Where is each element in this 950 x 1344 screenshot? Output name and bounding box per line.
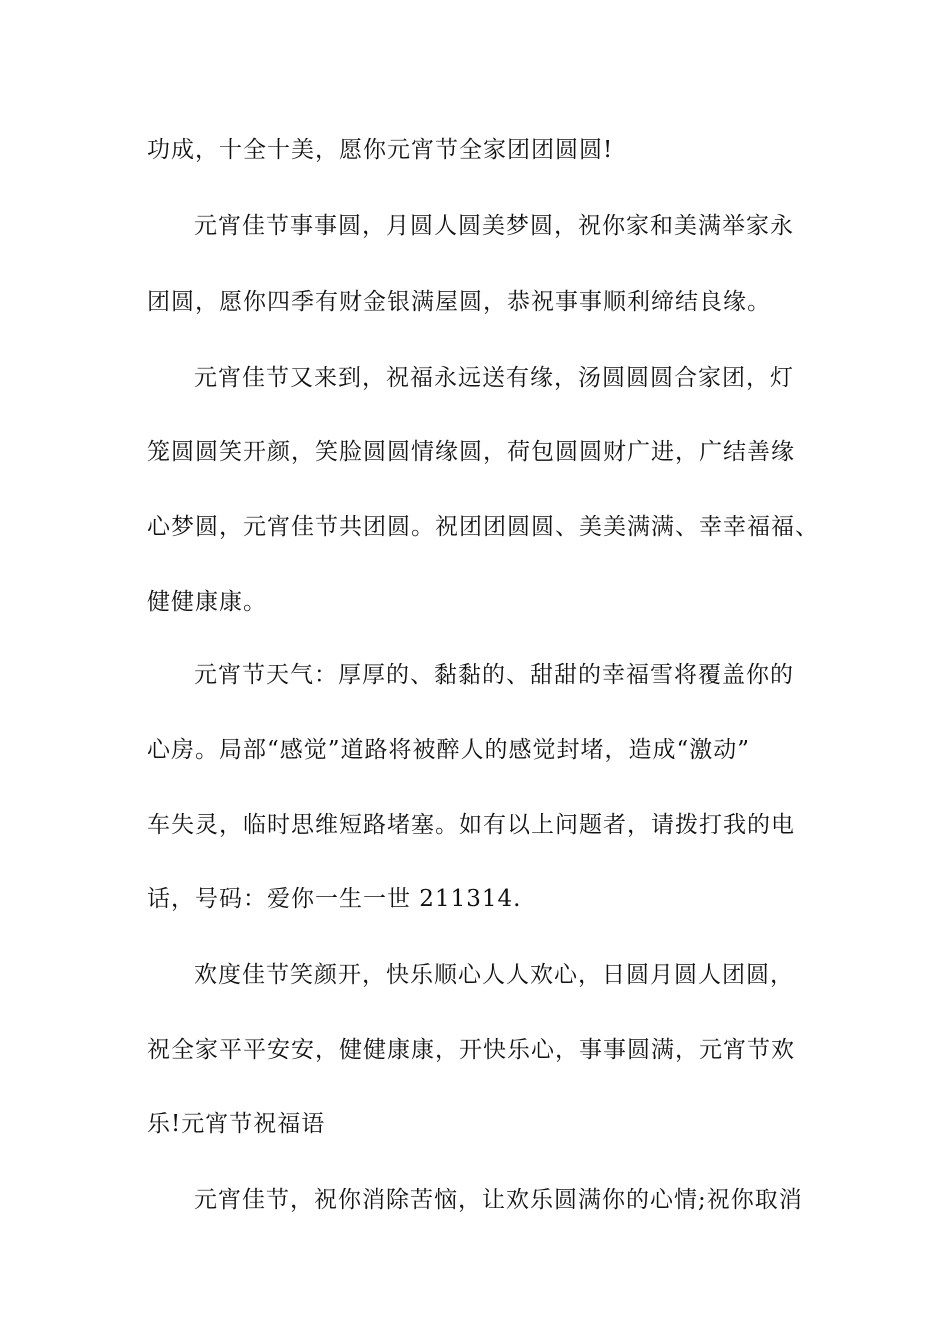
text-line: 心房。局部“感觉”道路将被醉人的感觉封堵，造成“激动” bbox=[147, 737, 751, 763]
text-line: 祝全家平平安安，健健康康，开快乐心，事事圆满，元宵节欢 bbox=[147, 1037, 795, 1063]
text-line: 功成，十全十美，愿你元宵节全家团团圆圆! bbox=[147, 137, 614, 163]
paragraph-start-line: 元宵节天气：厚厚的、黏黏的、甜甜的幸福雪将覆盖你的 bbox=[194, 662, 794, 688]
text-line: 笼圆圆笑开颜，笑脸圆圆情缘圆，荷包圆圆财广进，广结善缘 bbox=[147, 439, 795, 465]
text-line: 健健康康。 bbox=[147, 589, 267, 615]
text-line: 车失灵，临时思维短路堵塞。如有以上问题者，请拨打我的电 bbox=[147, 812, 795, 838]
paragraph-start-line: 元宵佳节事事圆，月圆人圆美梦圆，祝你家和美满举家永 bbox=[194, 213, 794, 239]
text-line: 话，号码：爱你一生一世 211314. bbox=[147, 886, 522, 912]
text-line: 心梦圆，元宵佳节共团圆。祝团团圆圆、美美满满、幸幸福福、 bbox=[147, 514, 819, 540]
text-line: 乐!元宵节祝福语 bbox=[147, 1111, 326, 1137]
paragraph-start-line: 元宵佳节又来到，祝福永远送有缘，汤圆圆圆合家团，灯 bbox=[194, 365, 794, 391]
paragraph-start-line: 元宵佳节，祝你消除苦恼，让欢乐圆满你的心情;祝你取消 bbox=[194, 1187, 803, 1213]
paragraph-start-line: 欢度佳节笑颜开，快乐顺心人人欢心，日圆月圆人团圆， bbox=[194, 962, 794, 988]
text-line: 团圆，愿你四季有财金银满屋圆，恭祝事事顺利缔结良缘。 bbox=[147, 289, 771, 315]
